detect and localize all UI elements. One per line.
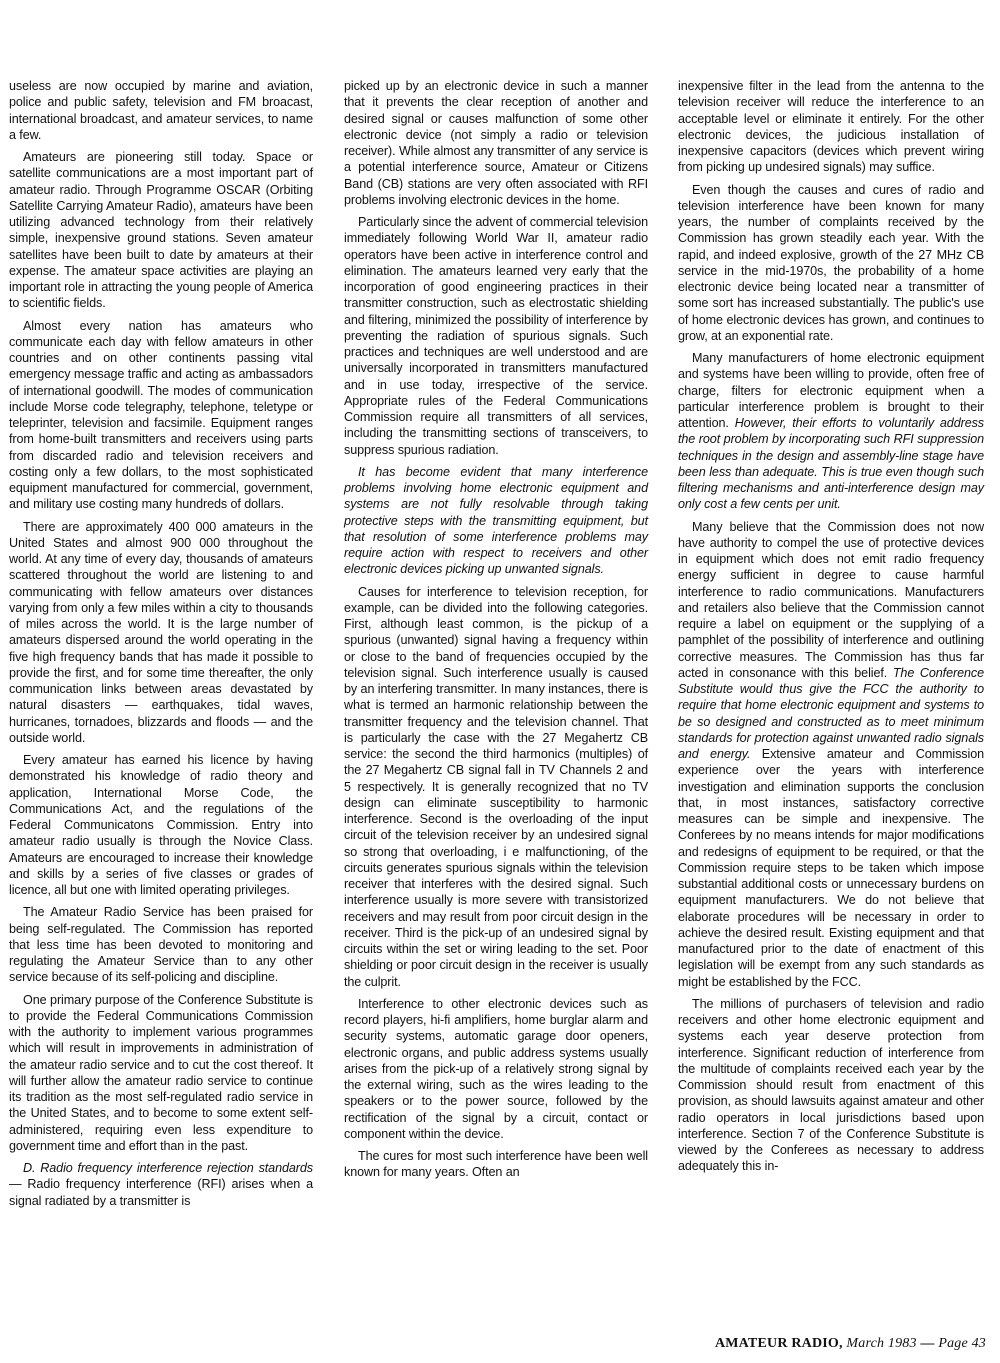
paragraph-text: Many believe that the Commission does not now have authority to compel the use of protective devices in equipment which does not emit radio frequency energy sufficient in degree to cause harmful interference to radio communications. Manufacturers and retailers also believe that the Commission cannot require a label on equipment or the supplying of a pamphlet of the possibility of interference and outlining corrective measures. The Commission has thus far acted in consonance with this belief. (678, 519, 984, 680)
footer-page-number: Page 43 (938, 1336, 986, 1351)
paragraph-text: Extensive amateur and Commission experience over the years with interference investigation and elimination supports the conclusion that, in most instances, satisfactory corrective measures can be simple and inexpensive. The Conferees by no means intends for major modifications and redesigns of equipment to be required, or that the Commission require steps to be taken which impose substantial additional costs or unnecessary burdens on equipment manufacturers. We do not believe that elaborate procedures will be necessary in order to achieve the desired result. Existing equipment and that manufactured prior to the date of enactment of this legislation will be exempt from any such standards as might be established by the FCC. (678, 747, 984, 989)
paragraph (9, 318, 313, 513)
italic-text: The Conference Substitute would thus give the FCC the authority to require that home electronic equipment and systems to be so designed and constructed as to meet minimum standards for protection against unwanted radio signals and energy. (678, 665, 984, 761)
paragraph-text: picked up by an electronic device in such a manner that it prevents the clear reception of another and desired signal or causes malfunction of some other electronic device (not simply a radio or television receiver). While almost any transmitter of any service is a potential interference source, Amateur or Citizens Band (CB) stations are very often associated with RFI problems involving electronic devices in the home. (344, 79, 648, 207)
paragraph (9, 519, 313, 747)
page-footer (715, 1336, 986, 1352)
paragraph-text: Amateurs are pioneering still today. Space or satellite communications are a most important part of amateur radio. Through Programme OSCAR (Orbiting Satellite Carrying Amateur Radio), amateurs have been utilizing advanced technology from their relatively simple, inexpensive ground stations. Seven amateur satellites have been built to date by amateurs at their expense. The amateur space activities are playing an important role in attracting the young people of America to scientific fields. (9, 150, 313, 311)
paragraph-text: The Amateur Radio Service has been praised for being self-regulated. The Commission has reported that less time has been devoted to monitoring and regulating the Amateur Service than to any other service because of its self-policing and discipline. (9, 905, 313, 985)
paragraph (9, 904, 313, 985)
paragraph-text: The millions of purchasers of television and radio receivers and other home electronic equipment and systems each year deserve protection from interference. Significant reduction of interference from the multitude of complaints received each year by the Commission should result from enactment of this provision, as should lawsuits against amateur and other radio operators in local jurisdictions based upon interference. Section 7 of the Conference Substitute is viewed by the Conferees as necessary to address adequately this in- (678, 996, 984, 1174)
paragraph (678, 350, 984, 513)
paragraph-text: Even though the causes and cures of radio and television interference have been known for many years, the number of complaints received by the Commission has grown steadily each year. With the rapid, and indeed explosive, growth of the 27 MHz CB service in the mid-1970s, the probability of a home electronic device being located near a transmitter of some sort has increased substantially. The public's use of home electronic devices has grown, and continues to grow, at an exponential rate. (678, 182, 984, 343)
paragraph-text: It has become evident that many interference problems involving home electronic equipment and systems are not fully resolvable through taking protective steps with the transmitting equipment, but that resolution of some interference problems may require action with respect to receivers and other electronic devices picking up unwanted signals. (344, 464, 648, 577)
paragraph-text: Causes for interference to television reception, for example, can be divided into the following categories. First, although least common, is the pickup of a spurious (unwanted) signal having a frequency within or close to the band of frequencies occupied by the television signal. Such interference usually is caused by an interfering transmitter. In many instances, there is what is termed an harmonic relationship between the transmitter frequency and the television channel. That is particularly the case with the 27 Megahertz CB service: the second the third harmonics (multiples) of the 27 Megahertz CB signal fall in TV Channels 2 and 5 respectively. It is generally recognized that no TV design can eliminate susceptibility to harmonic interference. Second is the overloading of the input circuit of the television receiver by an undesired signal so strong that overloading, i e malfunctioning, of the circuits generates spurious signals within the television receiver that interferes with the desired signal. Such interference usually is more severe with transistorized receivers and may result from poor circuit design in the receiver. Third is the pick-up of an undesired signal by circuits within the set or wiring leading to the set. Poor shielding or poor circuit design in the receiver is usually the culprit. (344, 584, 648, 989)
text-column-2 (344, 78, 648, 1181)
paragraph (344, 78, 648, 208)
paragraph-text: Almost every nation has amateurs who communicate each day with fellow amateurs in other countries and on other continents passing vital emergency message traffic and acting as ambassadors of international goodwill. The modes of communication include Morse code telegraphy, telephone, teletype or teleprinter, television and facsimile. Equipment ranges from home-built transmitters and receivers using parts from discarded radio and television receivers and costing only a few dollars, to the most sophisticated equipment manufactured for commercial, government, and military use costing many hundreds of dollars. (9, 318, 313, 512)
paragraph (9, 78, 313, 143)
paragraph-text: inexpensive filter in the lead from the antenna to the television receiver will reduce the interference to an acceptable level or eliminate it entirely. For the other electronic devices, the judicious installation of inexpensive capacitors (devices which prevent wiring from picking up undesired signals) may suffice. (678, 79, 984, 175)
paragraph-text: useless are now occupied by marine and aviation, police and public safety, television and FM broacast, international broadcast, and amateur services, to name a few. (9, 79, 313, 142)
paragraph (9, 1160, 313, 1209)
paragraph (678, 519, 984, 990)
italic-text: D. Radio frequency interference rejection standards (23, 1161, 313, 1175)
text-column-3 (678, 78, 984, 1175)
paragraph (344, 1148, 648, 1181)
paragraph (344, 214, 648, 458)
paragraph-text: Interference to other electronic devices such as record players, hi-fi amplifiers, home burglar alarm and security systems, automatic garage door openers, electronic organs, and public address systems usually arises from the pick-up of a relatively strong signal by the external wiring, such as the wires leading to the speakers or to the power source, followed by the rectification of the signal by a circuit, contact or component within the device. (344, 996, 648, 1141)
footer-magazine-title: AMATEUR RADIO, (714, 1336, 843, 1351)
paragraph (9, 149, 313, 312)
paragraph-text: Particularly since the advent of commercial television immediately following World War II, amateur radio operators have been active in interference control and elimination. The amateurs learned very early that the incorporation of good engineering practices in their transmitter construction, such as electrostatic shielding and filtering, minimized the possibility of interference by preventing the radiation of spurious signals. Such practices and techniques are well understood and are universally incorporated in transmitters manufactured and in use today, irrespective of the service. Appropriate rules of the Federal Communications Commission require all transmitters of all services, including the transmitting sections of transceivers, to suppress spurious radiation. (344, 215, 648, 457)
paragraph (678, 78, 984, 176)
paragraph (344, 584, 648, 990)
paragraph-text: Many manufacturers of home electronic equipment and systems have been willing to provide, often free of charge, filters for electronic equipment when a particular interference problem is brought to their attention. (678, 351, 984, 430)
paragraph-text: There are approximately 400 000 amateurs in the United States and almost 900 000 throughout the world. At any time of every day, thousands of amateurs scattered throughout the world are listening to and communicating with fellow amateurs over distances varying from only a few miles within a city to thousands of miles across the world. It is the large number of amateurs dispersed around the world operating in the five high frequency bands that has made it possible to provide the first, and for some time thereafter, the only communication links between areas devastated by natural disasters — earthquakes, tidal waves, hurricanes, tornadoes, blizzards and floods — and the outside world. (9, 519, 313, 745)
italic-text: However, their efforts to voluntarily address the root problem by incorporating such RFI suppression techniques in the design and assembly-line stage have been less than adequate. This is true even though such filtering mechanisms and anti-interference design may only cost a few cents per unit. (678, 416, 984, 512)
text-column-1 (9, 78, 313, 1209)
footer-separator: — (920, 1336, 935, 1351)
paragraph (9, 992, 313, 1155)
paragraph (9, 752, 313, 898)
paragraph (678, 182, 984, 345)
paragraph-text: One primary purpose of the Conference Substitute is to provide the Federal Communications Commission with the authority to implement various programmes which will result in improvements in administration of the amateur radio service and to cut the cost thereof. It will further allow the amateur radio service to continue its tradition as the most self-regulated radio service in the United States, and to become to some extent self-administered, requiring even less expenditure to government time and effort than in the past. (9, 992, 313, 1153)
paragraph (344, 996, 648, 1142)
paragraph-text: Every amateur has earned his licence by having demonstrated his knowledge of radio theory and application, International Morse Code, the Communications Act, and the regulations of the Federal Communicatons Commission. Entry into amateur radio usually is through the Novice Class. Amateurs are encouraged to increase their knowledge and skills by a series of five classes or grades of licence, all but one with limited operating privileges. (9, 753, 313, 897)
footer-issue-date: March 1983 (846, 1336, 917, 1351)
paragraph (344, 464, 648, 578)
paragraph (678, 996, 984, 1175)
paragraph-text: The cures for most such interference have been well known for many years. Often an (344, 1149, 648, 1180)
paragraph-text: — Radio frequency interference (RFI) arises when a signal radiated by a transmitter is (9, 1177, 313, 1208)
